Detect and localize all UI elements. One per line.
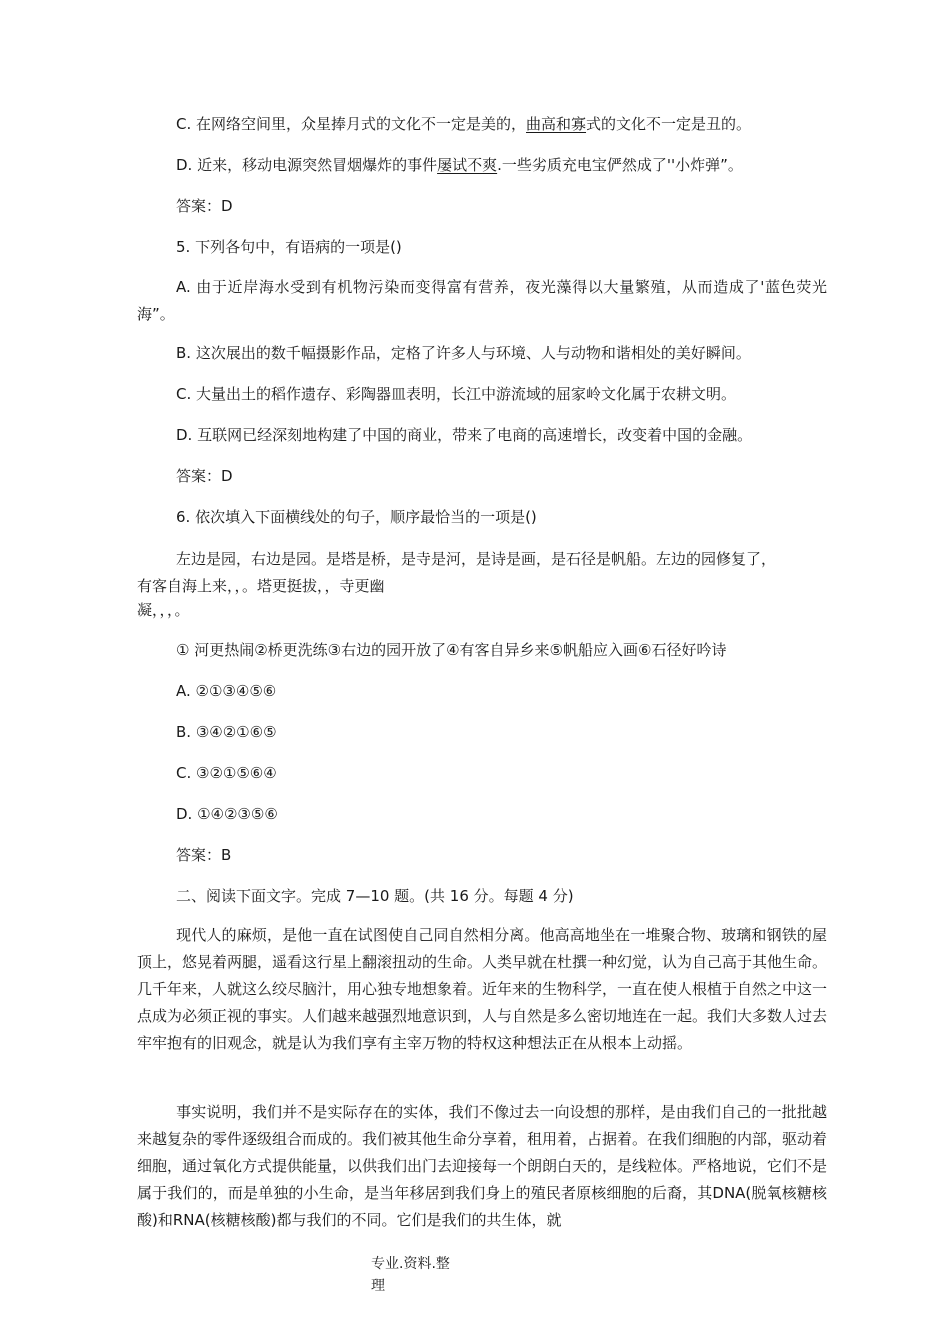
q5-option-b: B. 这次展出的数千幅摄影作品，定格了许多人与环境、人与动物和谐相处的美好瞬间。: [176, 344, 751, 362]
section2-paragraph-1: [137, 922, 827, 1057]
q5-option-d: D. 互联网已经深刻地构建了中国的商业，带来了电商的高速增长，改变着中国的金融。: [176, 426, 753, 444]
q6-answer: 答案：B: [176, 846, 232, 864]
q6-option-a: A. ②①③④⑤⑥: [176, 682, 277, 700]
q4-answer: 答案：D: [176, 197, 233, 215]
q6-stem: 6. 依次填入下面横线处的句子，顺序最恰当的一项是(): [176, 508, 537, 526]
q6-option-d: D. ①④②③⑤⑥: [176, 805, 278, 823]
q4-option-c-text-before: C. 在网络空间里，众星捧月式的文化不一定是美的，: [176, 115, 527, 133]
q4-option-d-text-after: .一些劣质充电宝俨然成了''小炸弹”。: [497, 156, 743, 174]
q4-option-d: [176, 155, 743, 175]
q5-stem: 5. 下列各句中，有语病的一项是(): [176, 238, 402, 256]
section2-paragraph-2: [137, 1099, 827, 1234]
section2-heading: 二、阅读下面文字。完成 7—10 题。(共 16 分。每题 4 分): [176, 887, 574, 905]
q6-option-b: B. ③④②①⑥⑤: [176, 723, 277, 741]
footer-line-1: 专业.资料.整: [371, 1256, 450, 1272]
q4-option-c-text-after: 式的文化不一定是丑的。: [586, 115, 752, 133]
q4-option-d-text-before: D. 近来，移动电源突然冒烟爆炸的事件: [176, 156, 438, 174]
q5-option-a-text: A. 由于近岸海水受到有机物污染而变得富有营养，夜光藻得以大量繁殖，从而造成了'蓝色荧光海”。: [137, 278, 827, 323]
footer-line-2: 理: [371, 1278, 385, 1294]
section2-paragraph-2-text: 事实说明，我们并不是实际存在的实体，我们不像过去一向设想的那样，是由我们自己的一批批越来越复杂的零件逐级组合而成的。我们被其他生命分享着，租用着，占据着。在我们细胞的内部，驱动着细胞，通过氧化方式提供能量，以供我们出门去迎接每一个朗朗白天的，是线粒体。严格地说，它们不是属于我们的，而是单独的小生命，是当年移居到我们身上的殖民者原核细胞的后裔，其DNA(脱氧核糖核酸)和RNA(核糖核酸)都与我们的不同。它们是我们的共生体，就: [137, 1103, 828, 1229]
q5-option-c: C. 大量出土的稻作遗存、彩陶器皿表明，长江中游流域的屈家岭文化属于农耕文明。: [176, 385, 737, 403]
q6-choices: ① 河更热闹②桥更洗练③右边的园开放了④有客自异乡来⑤帆船应入画⑥石径好吟诗: [176, 641, 727, 659]
section2-paragraph-1-text: 现代人的麻烦，是他一直在试图使自己同自然相分离。他高高地坐在一堆聚合物、玻璃和钢铁的屋顶上，悠晃着两腿，遥看这行星上翻滚扭动的生命。人类早就在杜撰一种幻觉，认为自己高于其他生命。几千年来，人就这么绞尽脑汁，用心独专地想象着。近年来的生物科学，一直在使人根植于自然之中这一点成为必须正视的事实。人们越来越强烈地意识到，人与自然是多么密切地连在一起。我们大多数人过去牢牢抱有的旧观念，就是认为我们享有主宰万物的特权这种想法正在从根本上动摇。: [137, 926, 828, 1052]
q4-option-d-underlined: 屡试不爽: [437, 156, 498, 174]
q6-passage-line-2: 有客自海上来，，。塔更挺拔，，寺更幽: [137, 577, 385, 595]
q6-passage-line-1: 左边是园，右边是园。是塔是桥，是寺是河，是诗是画，是石径是帆船。左边的园修复了，: [176, 550, 777, 568]
q4-option-c-underlined: 曲高和寡: [526, 115, 587, 133]
q6-passage-line-3: 凝，，，。: [137, 601, 190, 619]
q5-option-a: [137, 274, 827, 328]
q4-option-c: [176, 114, 751, 134]
q6-option-c: C. ③②①⑤⑥④: [176, 764, 277, 782]
q5-answer: 答案：D: [176, 467, 233, 485]
